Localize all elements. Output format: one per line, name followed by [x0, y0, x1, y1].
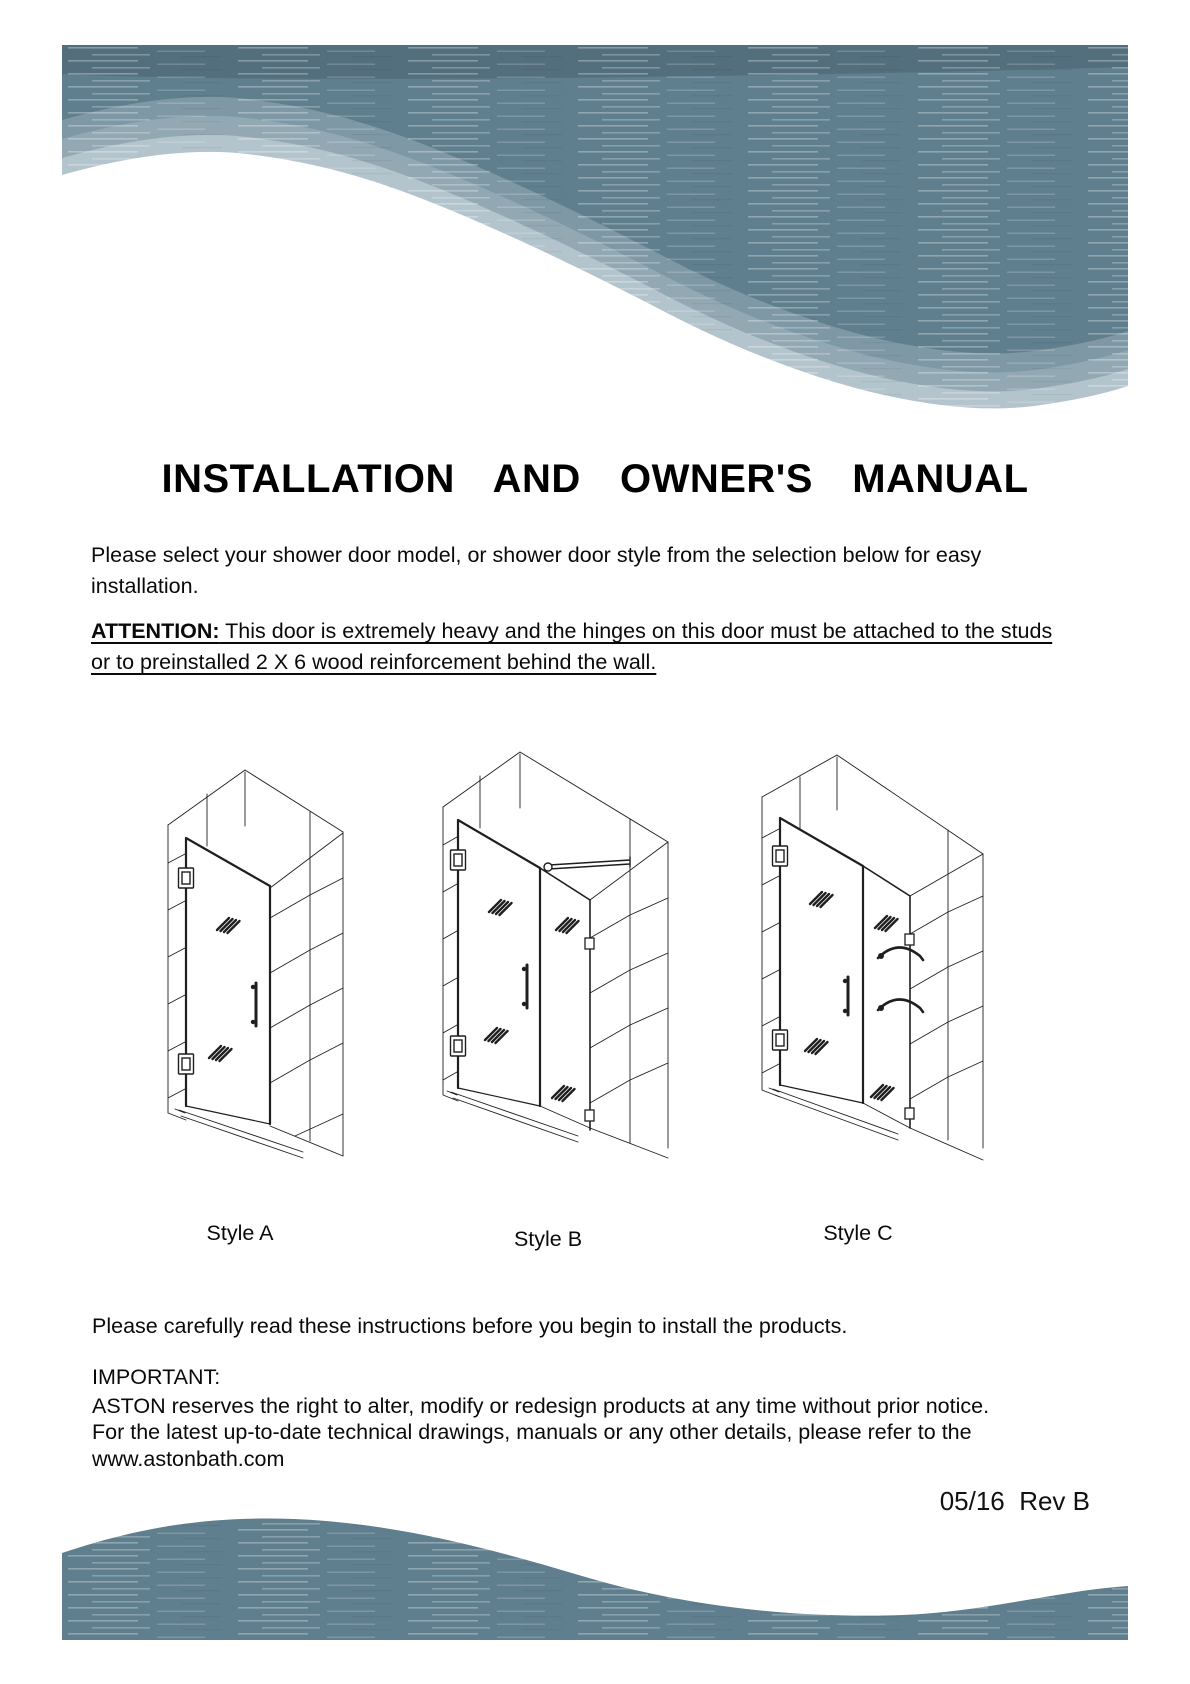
attention-label: ATTENTION:	[91, 619, 220, 643]
style-a-label: Style A	[206, 1221, 274, 1245]
support-bar	[544, 857, 630, 871]
style-b-label: Style B	[513, 1227, 583, 1251]
style-c-drawing	[740, 738, 990, 1203]
top-wave-banner	[62, 45, 1128, 417]
door-handle	[522, 965, 527, 1008]
bottom-wave-banner	[62, 1488, 1128, 1640]
important-block	[92, 1364, 1097, 1472]
bottom-wave-graphic	[62, 1488, 1128, 1640]
important-line: For the latest up-to-date technical drawings, manuals or any other details, please refer to the	[92, 1420, 972, 1444]
attention-paragraph	[91, 616, 1056, 678]
page-title: INSTALLATION AND OWNER'S MANUAL	[161, 456, 1029, 501]
important-line: ASTON reserves the right to alter, modify or redesign products at any time without prior notice.	[92, 1393, 990, 1418]
attention-text: This door is extremely heavy and the hinges on this door must be attached to the studs or to preinstalled 2 X 6 wood reinforcement behind the wall.	[91, 619, 1053, 674]
door-handle	[843, 977, 848, 1015]
glass-hatch	[805, 892, 898, 1100]
website-text: www.astonbath.com	[92, 1446, 285, 1471]
glass-hatch	[485, 900, 579, 1101]
intro-paragraph: Please select your shower door model, or shower door style from the selection below for easy installation.	[91, 543, 982, 598]
door-handle	[251, 983, 256, 1026]
style-c-label: Style C	[823, 1221, 893, 1245]
style-a-drawing	[155, 758, 365, 1203]
glass-hatch	[209, 918, 240, 1061]
revision-label: 05/16 Rev B	[939, 1486, 1090, 1516]
read-note: Please carefully read these instructions before you begin to install the products.	[92, 1314, 848, 1338]
top-wave-graphic	[62, 45, 1128, 417]
style-b-drawing	[428, 738, 678, 1203]
important-label: IMPORTANT:	[92, 1365, 221, 1389]
glass-shelves	[878, 947, 923, 1012]
